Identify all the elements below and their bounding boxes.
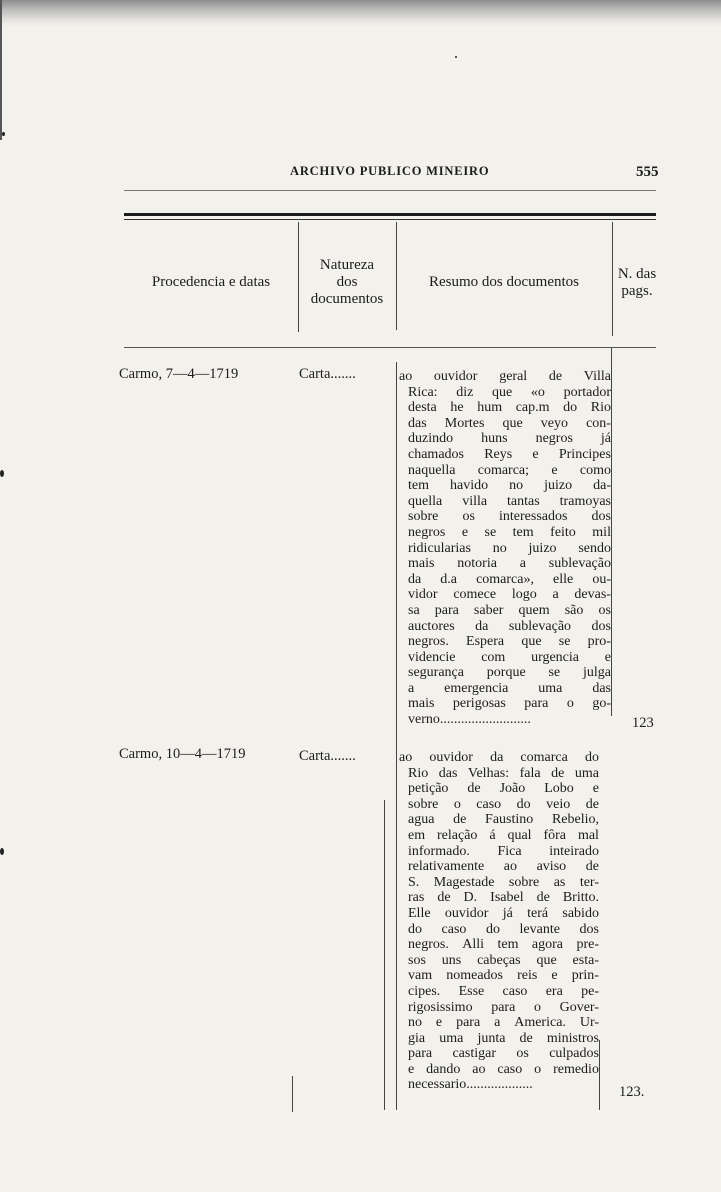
summary-line: desta he hum cap.m do Rio <box>408 400 611 416</box>
summary-line: chamados Reys e Principes <box>408 446 611 462</box>
summary-line: mais perigosas para o go- <box>408 696 611 712</box>
summary-line: a emergencia uma das <box>408 680 611 696</box>
summary-line: da d.a comarca», elle ou- <box>408 571 611 587</box>
summary-line: Rica: diz que «o portador <box>408 384 611 400</box>
summary-line: ridicularias no juizo sendo <box>408 540 611 556</box>
summary-line: informado. Fica inteirado <box>408 843 599 859</box>
summary-line: agua de Faustino Rebelio, <box>408 812 599 828</box>
column-divider <box>396 362 397 1110</box>
column-divider <box>611 348 612 716</box>
summary-line: relativamente ao aviso de <box>408 859 599 875</box>
summary-line: ras de D. Isabel de Britto. <box>408 890 599 906</box>
entry-nature: Carta....... <box>299 748 356 764</box>
summary-line: vidor comece logo a devas- <box>408 587 611 603</box>
summary-line: sa para saber quem são os <box>408 602 611 618</box>
summary-line: das Mortes que veyo con- <box>408 415 611 431</box>
column-divider <box>599 1040 600 1110</box>
column-divider <box>292 1076 293 1112</box>
column-header-natureza: Natureza dos documentos <box>310 257 384 307</box>
entry-date: Carmo, 7—4—1719 <box>119 366 239 382</box>
table-top-rule <box>124 213 656 216</box>
page-number: 555 <box>636 164 659 180</box>
summary-line: para castigar os culpados <box>408 1046 599 1062</box>
summary-line: sobre o caso do veio de <box>408 796 599 812</box>
summary-line: naquella comarca; e como <box>408 462 611 478</box>
scan-left-edge <box>0 0 2 140</box>
summary-line: negros e se tem feito mil <box>408 524 611 540</box>
running-head: ARCHIVO PUBLICO MINEIRO <box>290 164 490 178</box>
summary-line: quella villa tantas tramoyas <box>408 493 611 509</box>
summary-line: sobre os interessados dos <box>408 509 611 525</box>
summary-line: videncie com urgencia e <box>408 649 611 665</box>
summary-line: auctores da sublevação dos <box>408 618 611 634</box>
column-header-pags: N. das pags. <box>617 266 657 299</box>
scan-speck <box>0 470 4 477</box>
summary-line: petição de João Lobo e <box>408 781 599 797</box>
summary-line: rigosissimo para o Gover- <box>408 999 599 1015</box>
summary-line: sos uns cabeças que esta- <box>408 952 599 968</box>
entry-summary <box>399 369 611 728</box>
entry-page-ref: 123 <box>632 715 654 731</box>
summary-line: mais notoria a sublevação <box>408 556 611 572</box>
column-header-resumo: Resumo dos documentos <box>429 274 579 290</box>
summary-line: verno.......................... <box>408 712 531 728</box>
column-divider <box>384 800 385 1110</box>
summary-line: segurança porque se julga <box>408 665 611 681</box>
summary-line: gia uma junta de ministros <box>408 1030 599 1046</box>
summary-line: duzindo huns negros já <box>408 431 611 447</box>
summary-line: e dando ao caso o remedio <box>408 1061 599 1077</box>
summary-line: negros. Espera que se pro- <box>408 634 611 650</box>
table-top-rule-thin <box>124 219 656 220</box>
summary-line: vam nomeados reis e prin- <box>408 968 599 984</box>
entry-date: Carmo, 10—4—1719 <box>119 746 246 762</box>
entry-page-ref: 123. <box>619 1084 645 1100</box>
summary-line: em relação á qual fôra mal <box>408 827 599 843</box>
summary-line: necessario................... <box>408 1077 533 1093</box>
summary-line: ao ouvidor da comarca do <box>399 750 599 765</box>
summary-line: no e para a America. Ur- <box>408 1015 599 1031</box>
summary-line: do caso do levante dos <box>408 921 599 937</box>
scan-speck <box>0 848 4 855</box>
summary-line: S. Magestade sobre as ter- <box>408 874 599 890</box>
entry-nature: Carta....... <box>299 366 356 382</box>
entry-summary <box>399 750 599 1093</box>
scan-speck <box>455 56 457 58</box>
scan-top-shadow <box>0 0 721 26</box>
summary-line: cipes. Esse caso era pe- <box>408 983 599 999</box>
head-rule <box>124 190 656 191</box>
summary-line: negros. Alli tem agora pre- <box>408 937 599 953</box>
summary-line: Elle ouvidor já terá sabido <box>408 905 599 921</box>
summary-line: tem havido no juizo da- <box>408 478 611 494</box>
header-bottom-rule <box>124 347 656 348</box>
summary-line: Rio das Velhas: fala de uma <box>408 765 599 781</box>
scan-speck <box>2 132 5 136</box>
column-header-procedencia: Procedencia e datas <box>151 274 271 290</box>
summary-line: ao ouvidor geral de Villa <box>399 369 611 384</box>
